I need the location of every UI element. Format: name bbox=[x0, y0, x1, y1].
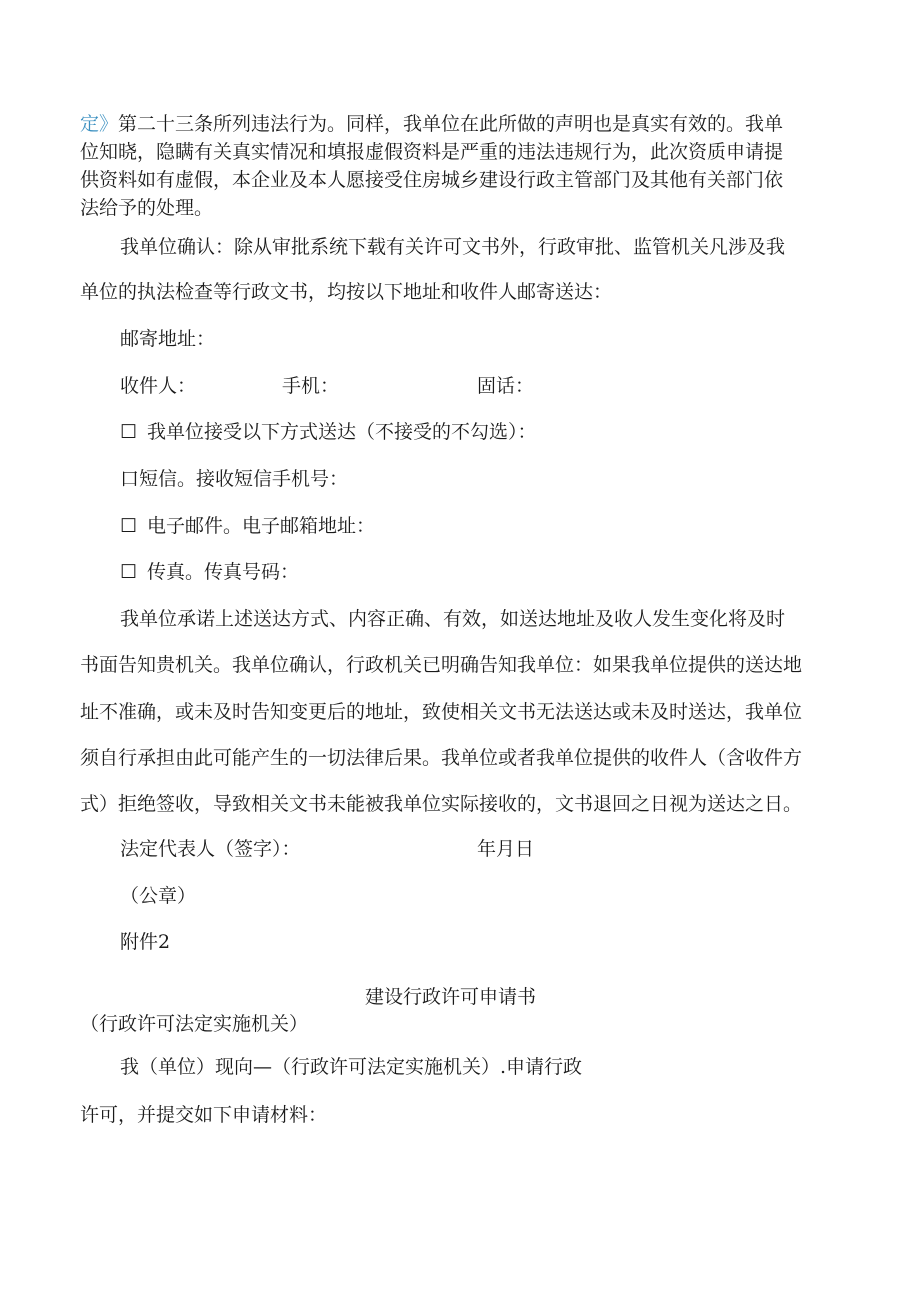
continued-text-fragment: 定》 bbox=[80, 113, 119, 135]
landline-label: 固话： bbox=[477, 375, 535, 397]
checkbox-icon: ☐ bbox=[120, 515, 138, 537]
checkbox-icon: ☐ bbox=[120, 421, 138, 443]
paragraph-line bbox=[80, 110, 783, 138]
email-option bbox=[120, 512, 375, 540]
signature-label: 法定代表人（签字）： bbox=[120, 838, 301, 860]
authority-label: （行政许可法定实施机关） bbox=[80, 1013, 309, 1035]
paragraph-line: 供资料如有虚假，本企业及本人愿接受住房城乡建设行政主管部门及其他有关部门依 bbox=[80, 169, 784, 191]
mail-address-label: 邮寄地址： bbox=[120, 328, 216, 350]
paragraph-line: 书面告知贵机关。我单位确认，行政机关已明确告知我单位：如果我单位提供的送达地 bbox=[80, 654, 803, 676]
form-title: 建设行政许可申请书 bbox=[365, 986, 537, 1008]
fax-option-text: 传真。传真号码： bbox=[147, 561, 300, 583]
paragraph-text: 第二十三条所列违法行为。同样，我单位在此所做的声明也是真实有效的。我单 bbox=[118, 113, 784, 135]
seal-label: （公章） bbox=[120, 885, 197, 907]
application-line: 我（单位）现向—（行政许可法定实施机关）.申请行政 bbox=[120, 1056, 583, 1078]
application-line: 许可，并提交如下申请材料： bbox=[80, 1104, 328, 1126]
recipient-label: 收件人： bbox=[120, 375, 197, 397]
paragraph-line: 式）拒绝签收，导致相关文书未能被我单位实际接收的，文书退回之日视为送达之日。 bbox=[80, 793, 803, 815]
paragraph-line: 单位的执法检查等行政文书，均按以下地址和收件人邮寄送达： bbox=[80, 281, 613, 303]
delivery-intro-text: 我单位接受以下方式送达（不接受的不勾选）： bbox=[147, 421, 537, 443]
attachment-label: 附件2 bbox=[120, 931, 171, 953]
checkbox-icon: ☐ bbox=[120, 561, 138, 583]
paragraph-line: 址不准确，或未及时告知变更后的地址，致使相关文书无法送达或未及时送达，我单位 bbox=[80, 701, 803, 723]
email-option-text: 电子邮件。电子邮箱地址： bbox=[147, 515, 376, 537]
paragraph-line: 法给予的处理。 bbox=[80, 197, 214, 219]
delivery-intro-line bbox=[120, 418, 537, 446]
paragraph-line: 位知晓，隐瞒有关真实情况和填报虚假资料是严重的违法违规行为，此次资质申请提 bbox=[80, 141, 784, 163]
date-label: 年月日 bbox=[477, 838, 535, 860]
mobile-label: 手机： bbox=[282, 375, 340, 397]
paragraph-line: 我单位承诺上述送达方式、内容正确、有效，如送达地址及收人发生变化将及时 bbox=[120, 608, 786, 630]
paragraph-line: 须自行承担由此可能产生的一切法律后果。我单位或者我单位提供的收件人（含收件方 bbox=[80, 747, 803, 769]
sms-option: 口短信。接收短信手机号： bbox=[120, 468, 349, 490]
paragraph-line: 我单位确认：除从审批系统下载有关许可文书外，行政审批、监管机关凡涉及我 bbox=[120, 236, 786, 258]
fax-option bbox=[120, 558, 299, 586]
